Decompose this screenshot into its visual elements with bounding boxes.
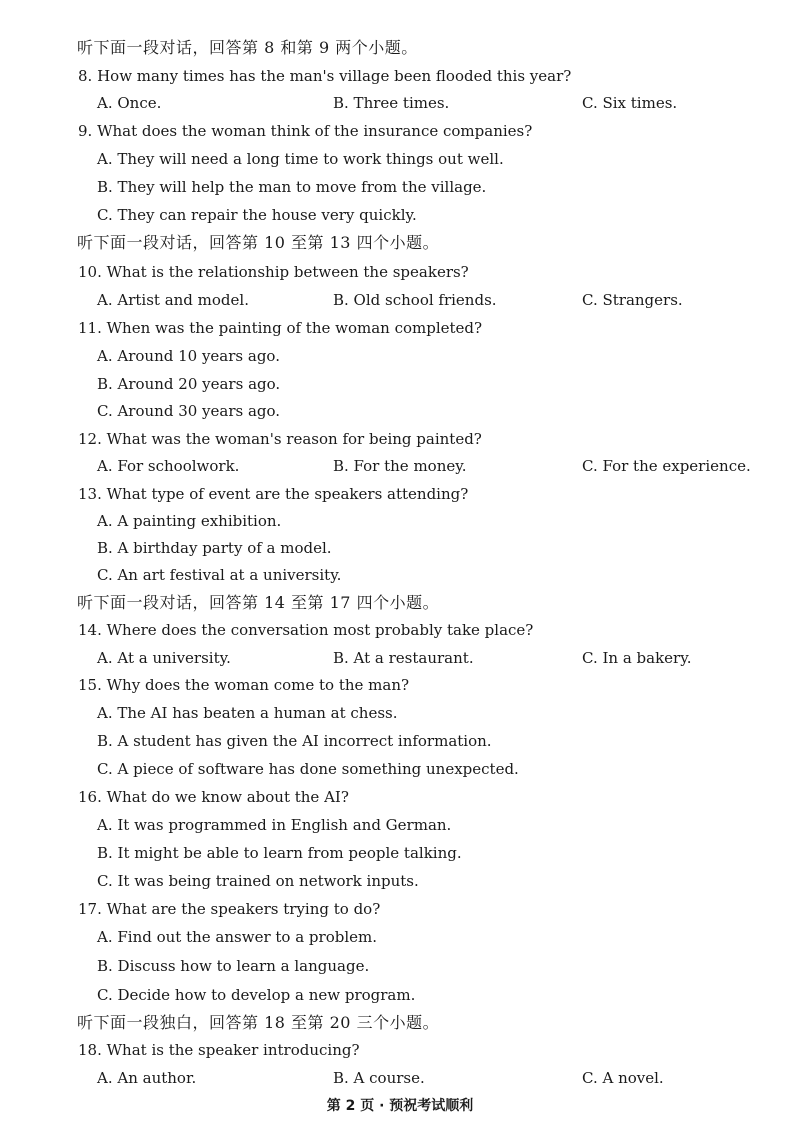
- question-18: [0, 1036, 800, 1064]
- question-17-option-a: [0, 923, 800, 951]
- option-a: A. A painting exhibition.: [97, 512, 282, 530]
- question-text: 18. What is the speaker introducing?: [78, 1041, 360, 1059]
- question-text: 16. What do we know about the AI?: [78, 788, 349, 806]
- option-b: B. At a restaurant.: [333, 649, 474, 667]
- section-heading: 听下面一段对话，回答第 8 和第 9 两个小题。: [77, 38, 418, 57]
- option-c: C. Around 30 years ago.: [97, 402, 281, 420]
- question-17-option-b: [0, 952, 800, 980]
- question-15-option-a: [0, 699, 800, 727]
- question-text: 10. What is the relationship between the speakers?: [78, 263, 469, 281]
- question-16-option-c: [0, 867, 800, 895]
- question-9-option-c: [0, 201, 800, 229]
- option-c: C. Strangers.: [582, 291, 683, 309]
- option-a: A. They will need a long time to work things out well.: [97, 150, 504, 168]
- question-14-options: [0, 644, 800, 672]
- question-text: 11. When was the painting of the woman completed?: [78, 319, 483, 337]
- question-13-option-b: [0, 534, 800, 562]
- question-8: [0, 62, 800, 90]
- option-a: A. At a university.: [97, 649, 231, 667]
- question-text: 8. How many times has the man's village been flooded this year?: [78, 67, 572, 85]
- option-a: A. An author.: [97, 1069, 197, 1087]
- question-10-options: [0, 286, 800, 314]
- option-c: C. For the experience.: [582, 457, 751, 475]
- option-a: A. Once.: [97, 94, 162, 112]
- question-11: [0, 314, 800, 342]
- option-a: A. Artist and model.: [97, 291, 249, 309]
- question-text: 13. What type of event are the speakers attending?: [78, 485, 469, 503]
- option-a: A. The AI has beaten a human at chess.: [97, 704, 398, 722]
- option-c: C. A novel.: [582, 1069, 664, 1087]
- question-17: [0, 895, 800, 923]
- question-9: [0, 117, 800, 145]
- question-11-option-c: [0, 397, 800, 425]
- question-text: 14. Where does the conversation most probably take place?: [78, 621, 534, 639]
- option-a: A. Find out the answer to a problem.: [97, 928, 377, 946]
- section-heading: 听下面一段独白，回答第 18 至第 20 三个小题。: [77, 1013, 440, 1032]
- option-b: B. A course.: [333, 1069, 425, 1087]
- question-15-option-c: [0, 755, 800, 783]
- option-a: A. Around 10 years ago.: [97, 347, 280, 365]
- question-13: [0, 480, 800, 508]
- option-c: C. An art festival at a university.: [97, 566, 342, 584]
- section-heading: 听下面一段对话，回答第 10 至第 13 四个小题。: [77, 233, 440, 252]
- question-16: [0, 783, 800, 811]
- option-c: C. Decide how to develop a new program.: [97, 986, 416, 1004]
- option-c: C. They can repair the house very quickly.: [97, 206, 417, 224]
- option-b: B. Around 20 years ago.: [97, 375, 281, 393]
- option-b: B. It might be able to learn from people talking.: [97, 844, 462, 862]
- section-heading: 听下面一段对话，回答第 14 至第 17 四个小题。: [77, 593, 440, 612]
- question-13-option-a: [0, 507, 800, 535]
- question-14: [0, 616, 800, 644]
- question-15-option-b: [0, 727, 800, 755]
- question-9-option-a: [0, 145, 800, 173]
- question-text: 12. What was the woman's reason for being painted?: [78, 430, 482, 448]
- question-11-option-b: [0, 370, 800, 398]
- option-c: C. A piece of software has done something unexpected.: [97, 760, 519, 778]
- question-16-option-b: [0, 839, 800, 867]
- question-13-option-c: [0, 561, 800, 589]
- option-b: B. A student has given the AI incorrect information.: [97, 732, 492, 750]
- question-11-option-a: [0, 342, 800, 370]
- option-b: B. Discuss how to learn a language.: [97, 957, 370, 975]
- question-8-options: [0, 89, 800, 117]
- question-12: [0, 425, 800, 453]
- option-c: C. In a bakery.: [582, 649, 692, 667]
- option-c: C. It was being trained on network inputs.: [97, 872, 419, 890]
- question-9-option-b: [0, 173, 800, 201]
- question-17-option-c: [0, 981, 800, 1009]
- question-text: 15. Why does the woman come to the man?: [78, 676, 410, 694]
- question-text: 17. What are the speakers trying to do?: [78, 900, 381, 918]
- option-a: A. It was programmed in English and German.: [97, 816, 452, 834]
- option-b: B. A birthday party of a model.: [97, 539, 332, 557]
- option-b: B. Old school friends.: [333, 291, 497, 309]
- option-b: B. They will help the man to move from the village.: [97, 178, 487, 196]
- option-c: C. Six times.: [582, 94, 678, 112]
- option-b: B. For the money.: [333, 457, 467, 475]
- question-15: [0, 671, 800, 699]
- question-text: 9. What does the woman think of the insurance companies?: [78, 122, 533, 140]
- option-b: B. Three times.: [333, 94, 450, 112]
- question-16-option-a: [0, 811, 800, 839]
- option-a: A. For schoolwork.: [97, 457, 240, 475]
- page-footer: 第 2 页 · 预祝考试顺利: [326, 1098, 474, 1114]
- question-12-options: [0, 452, 800, 480]
- question-10: [0, 258, 800, 286]
- question-18-options: [0, 1064, 800, 1092]
